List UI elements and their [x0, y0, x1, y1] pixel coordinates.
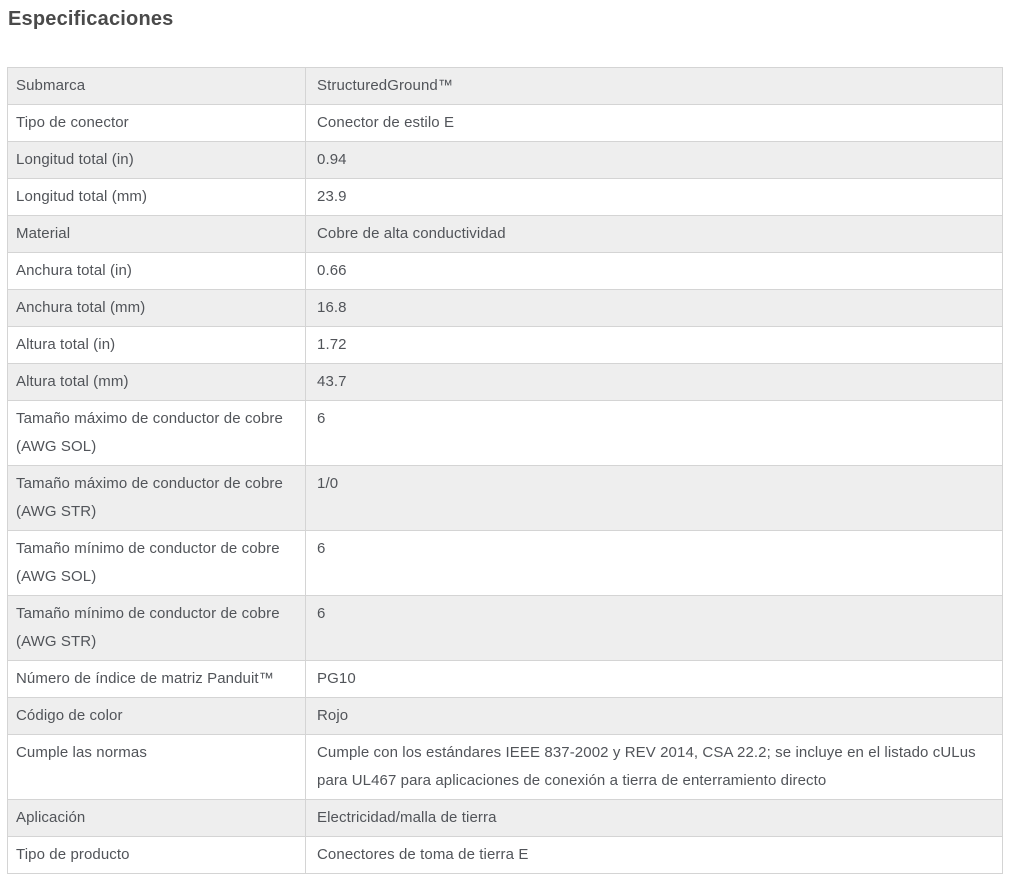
spec-row-codigo-de-color	[8, 698, 1003, 735]
spec-value: Cumple con los estándares IEEE 837-2002 y REV 2014, CSA 22.2; se incluye en el listado cULus para UL467 para aplicaciones de conexión a tierra de enterramiento directo	[306, 735, 1003, 800]
spec-label: Tamaño máximo de conductor de cobre (AWG STR)	[8, 466, 306, 531]
spec-row-altura-total-mm	[8, 364, 1003, 401]
spec-label: Anchura total (mm)	[8, 290, 306, 327]
spec-value: Electricidad/malla de tierra	[306, 800, 1003, 837]
spec-row-material	[8, 216, 1003, 253]
spec-label: Código de color	[8, 698, 306, 735]
spec-row-longitud-total-mm	[8, 179, 1003, 216]
spec-value: 43.7	[306, 364, 1003, 401]
spec-value: 23.9	[306, 179, 1003, 216]
spec-label: Longitud total (mm)	[8, 179, 306, 216]
spec-label: Tipo de producto	[8, 837, 306, 874]
spec-label: Tamaño mínimo de conductor de cobre (AWG SOL)	[8, 531, 306, 596]
spec-value: 16.8	[306, 290, 1003, 327]
spec-label: Tamaño mínimo de conductor de cobre (AWG STR)	[8, 596, 306, 661]
spec-row-tipo-de-conector	[8, 105, 1003, 142]
spec-label: Tipo de conector	[8, 105, 306, 142]
spec-label: Cumple las normas	[8, 735, 306, 800]
spec-value: Conectores de toma de tierra E	[306, 837, 1003, 874]
spec-row-tamano-minimo-awg-str	[8, 596, 1003, 661]
spec-value: 6	[306, 531, 1003, 596]
spec-row-tamano-maximo-awg-str	[8, 466, 1003, 531]
spec-value: StructuredGround™	[317, 77, 453, 94]
spec-row-anchura-total-mm	[8, 290, 1003, 327]
spec-label: Altura total (in)	[8, 327, 306, 364]
spec-label: Tamaño máximo de conductor de cobre (AWG SOL)	[8, 401, 306, 466]
spec-label: Altura total (mm)	[8, 364, 306, 401]
spec-row-cumple-las-normas	[8, 735, 1003, 800]
spec-value: Cobre de alta conductividad	[306, 216, 1003, 253]
spec-value: 0.94	[306, 142, 1003, 179]
spec-label: Longitud total (in)	[8, 142, 306, 179]
spec-value: 6	[306, 401, 1003, 466]
spec-row-anchura-total-in	[8, 253, 1003, 290]
spec-value: Conector de estilo E	[306, 105, 1003, 142]
spec-row-altura-total-in	[8, 327, 1003, 364]
specifications-table	[7, 67, 1003, 874]
spec-row-tamano-maximo-awg-sol	[8, 401, 1003, 466]
spec-row-tipo-de-producto	[8, 837, 1003, 874]
spec-label: Número de índice de matriz Panduit™	[8, 661, 306, 698]
spec-value: 6	[306, 596, 1003, 661]
spec-row-aplicacion	[8, 800, 1003, 837]
page-title: Especificaciones	[8, 8, 174, 30]
spec-value: 0.66	[306, 253, 1003, 290]
spec-value: Rojo	[306, 698, 1003, 735]
spec-value: PG10	[306, 661, 1003, 698]
spec-label: Anchura total (in)	[8, 253, 306, 290]
spec-row-tamano-minimo-awg-sol	[8, 531, 1003, 596]
spec-label: Submarca	[8, 68, 306, 105]
spec-value: 1/0	[306, 466, 1003, 531]
spec-value: 1.72	[306, 327, 1003, 364]
spec-label: Aplicación	[8, 800, 306, 837]
spec-row-numero-indice-matriz	[8, 661, 1003, 698]
spec-label: Material	[8, 216, 306, 253]
spec-row-longitud-total-in	[8, 142, 1003, 179]
spec-row-submarca	[8, 68, 1003, 105]
